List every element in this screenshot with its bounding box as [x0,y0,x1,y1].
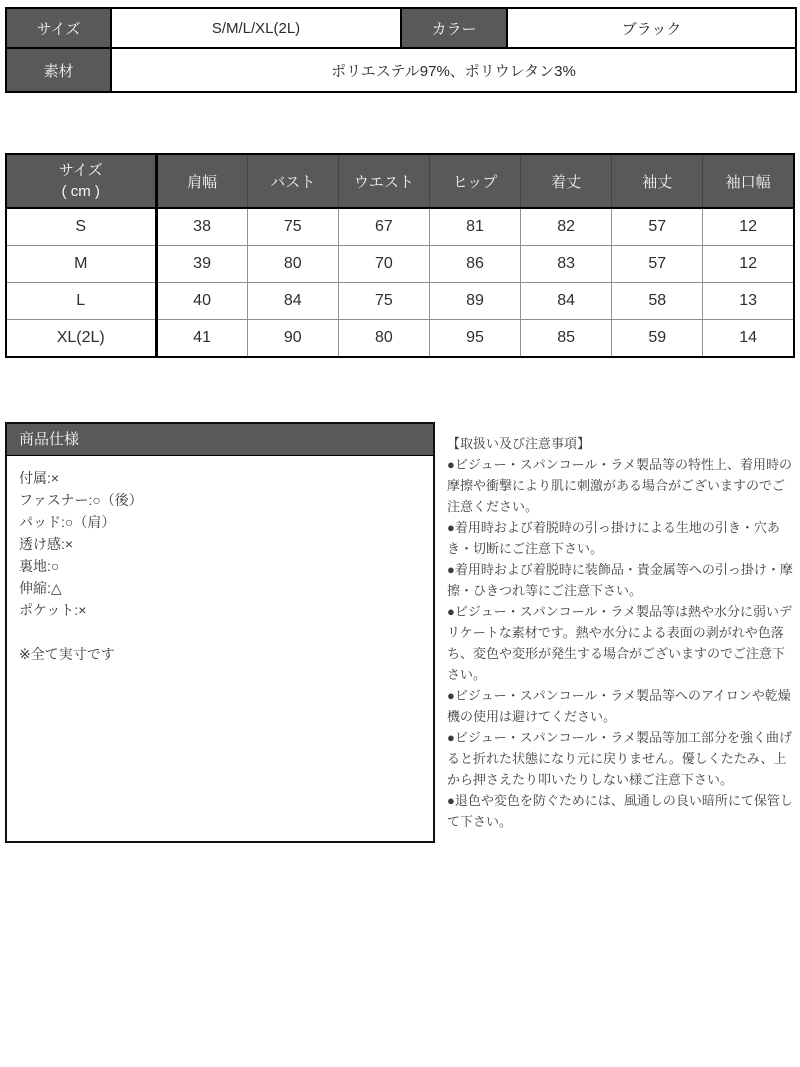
measure-cell: 14 [703,320,794,358]
size-cell: S [6,208,156,246]
measure-cell: 57 [612,208,703,246]
measure-cell: 75 [247,208,338,246]
color-label-cell: カラー [401,8,507,48]
measure-cell: 67 [338,208,429,246]
measure-cell: 70 [338,246,429,283]
product-spec-title: 商品仕様 [7,424,433,456]
size-chart-grid [5,153,795,358]
care-note-item: ●ビジュー・スパンコール・ラメ製品等加工部分を強く曲げると折れた状態になり元に戻りません。優しくたたみ、上から押さえたり叩いたりしない様ご注意下さい。 [447,730,792,787]
spec-item: ポケット:× [19,602,87,618]
measure-cell: 41 [156,320,247,358]
size-chart [5,153,795,358]
size-label-cell: サイズ [6,8,111,48]
material-label-cell: 素材 [6,48,111,92]
measure-cell: 57 [612,246,703,283]
measure-cell: 95 [429,320,520,358]
size-chart-header-row [6,154,794,208]
measure-cell: 39 [156,246,247,283]
care-note-item: ●着用時および着脱時に装飾品・貴金属等への引っ掛け・摩擦・ひきつれ等にご注意下さい。 [447,562,793,598]
care-note-item: ●ビジュー・スパンコール・ラメ製品等の特性上、着用時の摩擦や衝撃により肌に刺激がある場合がございますのでご注意ください。 [447,457,792,514]
measure-cell: 38 [156,208,247,246]
size-chart-row-l [6,283,794,320]
spec-item: 付属:× [19,470,60,486]
spec-item: 伸縮:△ [19,580,62,596]
measure-cell: 13 [703,283,794,320]
care-note-item: ●退色や変色を防ぐためには、風通しの良い暗所にて保管して下さい。 [447,793,793,829]
size-cell: L [6,283,156,320]
measure-cell: 84 [247,283,338,320]
measure-cell: 89 [429,283,520,320]
measure-cell: 84 [521,283,612,320]
measure-cell: 12 [703,208,794,246]
size-cell: M [6,246,156,283]
spec-item: 裏地:○ [19,558,60,574]
size-chart-header-size-label: サイズ [58,162,103,179]
measure-cell: 40 [156,283,247,320]
measure-cell: 80 [247,246,338,283]
care-note-item: ●ビジュー・スパンコール・ラメ製品等へのアイロンや乾燥機の使用は避けてください。 [447,688,791,724]
size-chart-header-unit-label: ( cm ) [61,183,100,200]
size-chart-header-size [6,154,156,208]
measure-cell: 83 [521,246,612,283]
spec-item: パッド:○（肩） [19,514,116,530]
size-chart-header-col: バスト [247,154,338,208]
size-cell: XL(2L) [6,320,156,358]
size-chart-header-col: 袖丈 [612,154,703,208]
color-value-cell: ブラック [507,8,796,48]
care-note-item: ●着用時および着脱時の引っ掛けによる生地の引き・穴あき・切断にご注意下さい。 [447,520,780,556]
size-chart-row-xl [6,320,794,358]
measure-cell: 80 [338,320,429,358]
care-notes-section [447,433,797,832]
measure-cell: 59 [612,320,703,358]
product-spec-box [5,422,435,843]
size-chart-header-col: 袖口幅 [703,154,794,208]
spec-item: 透け感:× [19,536,74,552]
size-chart-header-col: ヒップ [429,154,520,208]
measure-cell: 86 [429,246,520,283]
size-chart-row-s [6,208,794,246]
size-chart-row-m [6,246,794,283]
measure-cell: 75 [338,283,429,320]
material-value-cell: ポリエステル97%、ポリウレタン3% [111,48,796,92]
measure-cell: 81 [429,208,520,246]
measure-cell: 90 [247,320,338,358]
size-chart-header-col: ウエスト [338,154,429,208]
measure-cell: 12 [703,246,794,283]
measure-cell: 85 [521,320,612,358]
summary-table-grid [5,7,797,93]
care-note-item: ●ビジュー・スパンコール・ラメ製品等は熱や水分に弱いデリケートな素材です。熱や水分による表面の剥がれや色落ち、変色や変形が発生する場合がございますのでご注意下さい。 [447,604,792,682]
summary-table [5,7,797,93]
care-notes-title: 【取扱い及び注意事項】 [447,436,591,451]
spec-measurement-note: ※全て実寸です [19,646,115,662]
measure-cell: 58 [612,283,703,320]
size-chart-header-col: 肩幅 [156,154,247,208]
size-chart-header-col: 着丈 [521,154,612,208]
measure-cell: 82 [521,208,612,246]
size-value-cell: S/M/L/XL(2L) [111,8,401,48]
product-spec-list [7,456,433,676]
spec-item: ファスナー:○（後） [19,492,143,508]
